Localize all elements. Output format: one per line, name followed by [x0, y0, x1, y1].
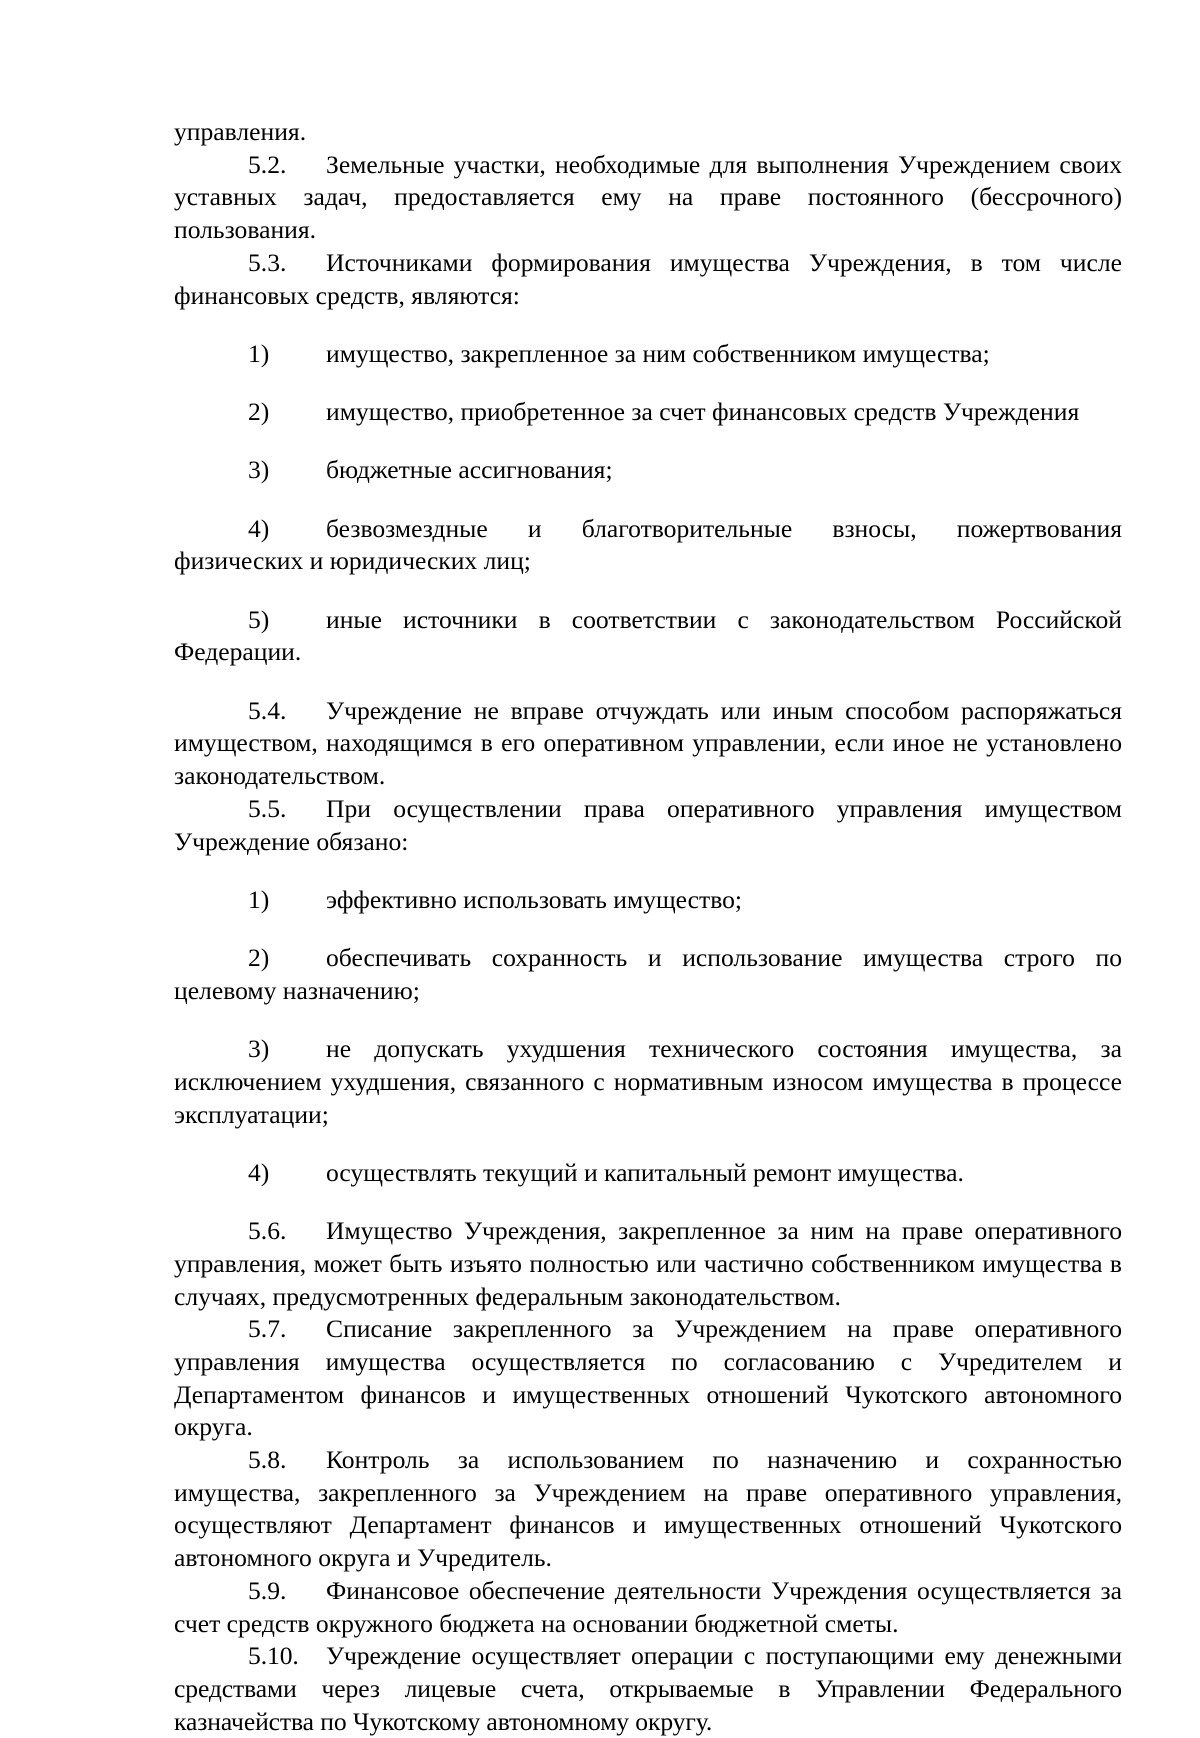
list-item: [174, 942, 1122, 1007]
list-item: [174, 454, 1122, 487]
section-5-3: [174, 247, 1122, 312]
section-number: 5.6.: [248, 1216, 287, 1246]
item-number: 2): [248, 943, 270, 973]
section-5-9: [174, 1575, 1122, 1640]
section-text: При осуществлении права оперативного управления имуществом Учреждение обязано:: [174, 793, 1122, 856]
list-item: [174, 396, 1122, 429]
list-item: [174, 1157, 1122, 1190]
item-text: безвозмездные и благотворительные взносы, пожертвования физических и юридических лиц;: [174, 513, 1122, 576]
section-number: 5.2.: [248, 149, 287, 179]
section-5-4: [174, 695, 1122, 793]
list-item: [174, 338, 1122, 371]
section-5-2: [174, 149, 1122, 247]
section-number: 5.10.: [248, 1641, 299, 1671]
item-text: обеспечивать сохранность и использование имущества строго по целевому назначению;: [174, 943, 1122, 1005]
section-number: 5.9.: [248, 1575, 287, 1605]
section-5-8: [174, 1444, 1122, 1575]
list-item: [174, 604, 1122, 669]
section-text: Списание закрепленного за Учреждением на праве оперативного управления имущества осуществляется по согласованию с Учредителем и Департаментом финансов и имущественных отношений Чукотского автономного округа.: [174, 1314, 1122, 1442]
section-text: Финансовое обеспечение деятельности Учреждения осуществляется за счет средств окружного бюджета на основании бюджетной сметы.: [174, 1575, 1122, 1638]
item-number: 4): [248, 513, 270, 543]
item-text: иные источники в соответствии с законодательством Российской Федерации.: [174, 604, 1122, 667]
section-text: Контроль за использованием по назначению и сохранностью имущества, закрепленного за Учреждением на праве оперативного управления, осуществляют Департамент финансов и имущественных отношений Чукотского автономного округа и Учредитель.: [174, 1445, 1122, 1573]
item-text: бюджетные ассигнования;: [326, 455, 613, 485]
item-number: 3): [248, 1034, 270, 1064]
section-5-7: [174, 1313, 1122, 1444]
item-number: 5): [248, 604, 270, 634]
item-text: осуществлять текущий и капитальный ремонт имущества.: [326, 1157, 964, 1187]
item-text: имущество, закрепленное за ним собственником имущества;: [326, 338, 990, 368]
item-number: 4): [248, 1157, 270, 1187]
document-body: [174, 116, 1122, 1738]
list-item: [174, 884, 1122, 917]
item-text: имущество, приобретенное за счет финансовых средств Учреждения: [326, 397, 1080, 427]
section-text: Источниками формирования имущества Учреждения, в том числе финансовых средств, являются:: [174, 247, 1122, 310]
section-number: 5.3.: [248, 247, 287, 277]
section-number: 5.4.: [248, 695, 287, 725]
item-text: эффективно использовать имущество;: [326, 884, 743, 914]
section-number: 5.8.: [248, 1445, 287, 1475]
item-number: 1): [248, 884, 270, 914]
item-text: не допускать ухудшения технического состояния имущества, за исключением ухудшения, связанного с нормативным износом имущества в процессе эксплуатации;: [174, 1034, 1122, 1129]
section-5-10: [174, 1640, 1122, 1738]
section-5-5: [174, 793, 1122, 858]
section-number: 5.7.: [248, 1314, 287, 1344]
section-text: Учреждение осуществляет операции с поступающими ему денежными средствами через лицевые счета, открываемые в Управлении Федерального казначейства по Чукотскому автономному округу.: [174, 1641, 1122, 1736]
section-text: Имущество Учреждения, закрепленное за ним на праве оперативного управления, может быть изъято полностью или частично собственником имущества в случаях, предусмотренных федеральным законодательством.: [174, 1216, 1122, 1311]
list-item: [174, 513, 1122, 578]
section-text: Земельные участки, необходимые для выполнения Учреждением своих уставных задач, предоставляется ему на праве постоянного (бессрочного) пользования.: [174, 149, 1122, 245]
item-number: 2): [248, 397, 270, 427]
intro-line: управления.: [174, 117, 307, 146]
list-item: [174, 1033, 1122, 1131]
item-number: 1): [248, 338, 270, 368]
section-text: Учреждение не вправе отчуждать или иным способом распоряжаться имуществом, находящимся в его оперативном управлении, если иное не установлено законодательством.: [174, 695, 1122, 791]
section-5-6: [174, 1215, 1122, 1313]
section-number: 5.5.: [248, 793, 287, 823]
item-number: 3): [248, 455, 270, 485]
